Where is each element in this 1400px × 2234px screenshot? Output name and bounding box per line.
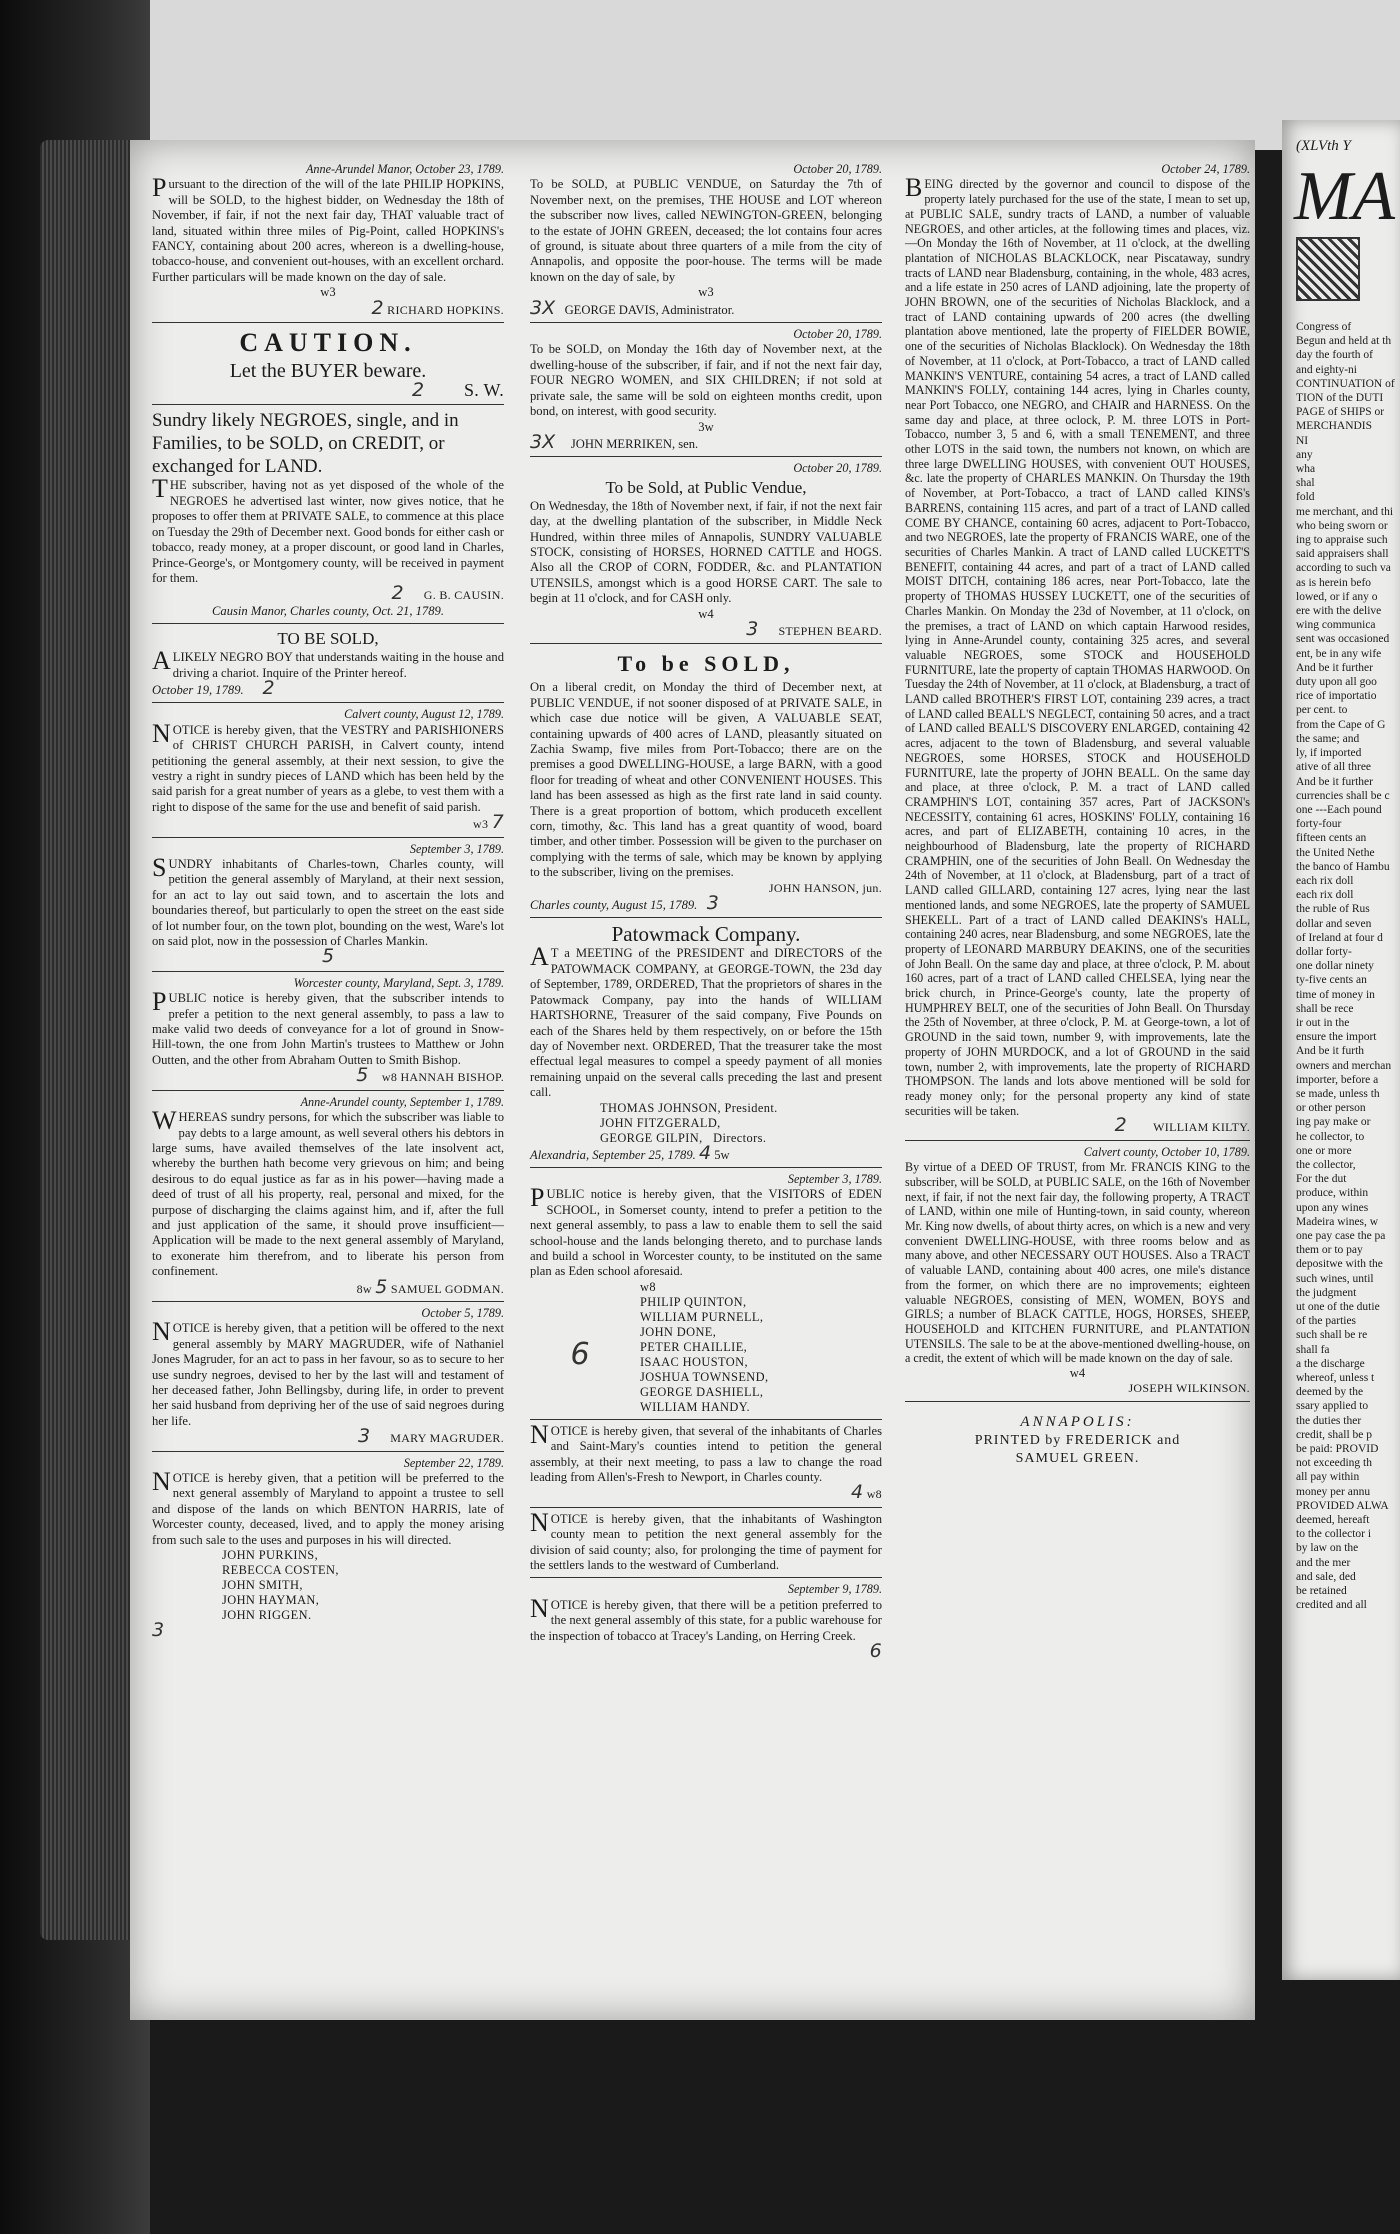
- facing-page-line: as is herein befo: [1296, 576, 1372, 589]
- column-3: [905, 162, 1250, 1468]
- ad-body: SUNDRY inhabitants of Charles-town, Charles county, will petition the general assembly of Maryland, at their next session, for an act to lay out said town, and to ascertain the lots and boundaries thereof, but particularly to open the street on the east side of lot number four, on the town plot, bounding on the west, Ware's lot on said plot, now in the possession of Charles Mankin.: [152, 853, 504, 949]
- facing-page-line: rice of importatio: [1296, 690, 1377, 703]
- ad-mark: w8: [640, 1279, 656, 1294]
- facing-page-line: sent was occasioned: [1296, 633, 1390, 646]
- facing-page-line: all pay within: [1296, 1471, 1360, 1484]
- facing-page-line: Begun and held at th: [1296, 335, 1392, 348]
- facing-page-line: one or more: [1296, 1144, 1352, 1157]
- facing-page-line: said appraisers shall: [1296, 548, 1389, 561]
- facing-page-line: currencies shall be c: [1296, 789, 1390, 802]
- signatory: JOHN DONE,: [640, 1324, 717, 1339]
- facing-page-line: ensure the import: [1296, 1031, 1377, 1044]
- handwritten-mark: 3: [358, 1425, 371, 1448]
- facing-page-line: to the collector i: [1296, 1528, 1372, 1541]
- signatory: PETER CHAILLIE,: [640, 1339, 748, 1354]
- facing-page-line: them or to pay: [1296, 1244, 1363, 1257]
- signatory: JOHN SMITH,: [222, 1578, 303, 1593]
- facing-page-line: importer, before a: [1296, 1073, 1379, 1086]
- imprint-printer-name: SAMUEL GREEN.: [1015, 1450, 1140, 1466]
- facing-page-line: ent, be in any wife: [1296, 647, 1382, 660]
- ad-title: Patowmack Company.: [611, 922, 801, 947]
- ad-footer: Alexandria, September 25, 1789.: [530, 1147, 696, 1162]
- facing-page-line: ing pay make or: [1296, 1116, 1371, 1129]
- ad-mark: 5w: [714, 1147, 730, 1162]
- ad-dateline: Calvert county, October 10, 1789.: [1083, 1144, 1250, 1159]
- facing-page-line: such wines, until: [1296, 1272, 1374, 1285]
- ad-eden-school: [530, 1172, 882, 1420]
- directors-label: Directors.: [713, 1130, 767, 1145]
- ad-wilkinson: [905, 1145, 1250, 1402]
- signatory: GEORGE DASHIELL,: [640, 1384, 764, 1399]
- ad-warehouse: [530, 1582, 882, 1665]
- ad-body: To be SOLD, on Monday the 16th day of November next, at the dwelling-house of the subscriber, if fair, and if not the next fair day, FOUR NEGRO WOMEN, and SIX CHILDREN; if not sold at private sale, the same will be sold on eighteen months credit, upon bond, on interest, with good security.: [530, 342, 882, 419]
- facing-page-text: [1296, 320, 1396, 1612]
- handwritten-mark: 6: [869, 1640, 882, 1663]
- facing-page-line: And be it further: [1296, 661, 1373, 674]
- handwritten-mark: 3: [706, 892, 719, 915]
- ad-dateline: September 9, 1789.: [787, 1582, 882, 1597]
- facing-page-line: the United Nethe: [1296, 846, 1375, 859]
- handwritten-mark: 2: [371, 296, 384, 319]
- facing-page-line: credit, shall be p: [1296, 1428, 1373, 1441]
- facing-page-line: shall fa: [1296, 1343, 1330, 1356]
- ad-allens-fresh: [530, 1419, 882, 1508]
- ad-signature: S. W.: [463, 380, 504, 401]
- ad-signature: HANNAH BISHOP.: [400, 1070, 504, 1085]
- signatory: JOHN HAYMAN,: [222, 1593, 320, 1608]
- facing-page-line: be paid: PROVID: [1296, 1443, 1379, 1456]
- handwritten-mark: 2: [1114, 1114, 1127, 1137]
- signatory-list: [600, 1101, 882, 1146]
- ad-body: NOTICE is hereby given, that a petition will be preferred to the next general assembly of Maryland to appoint a trustee to sell and dispose of the lands on which BENTON HARRIS, late of Worcester county, deceased, lived, and to apply the money arising from such sale to the uses and purposes in his will directed.: [152, 1467, 504, 1547]
- facing-page-line: time of money in: [1296, 988, 1375, 1001]
- imprint: [905, 1412, 1250, 1468]
- ad-body: NOTICE is hereby given, that the VESTRY and PARISHIONERS of CHRIST CHURCH PARISH, in Calvert county, intend petitioning the general assembly, at their next session, to give the vestry a right in sundry pieces of LAND which has been held by the said parish for a great number of years as a glebe, to vest them with a right to dispose of the same for the use and benefit of said parish.: [152, 718, 504, 814]
- facing-page-line: upon any wines: [1296, 1201, 1369, 1214]
- ad-merriken: [530, 327, 882, 457]
- facing-page-line: ty-five cents an: [1296, 974, 1367, 987]
- facing-page-line: be retained: [1296, 1585, 1347, 1598]
- signatory: PHILIP QUINTON,: [640, 1294, 747, 1309]
- facing-page-line: the collector,: [1296, 1158, 1356, 1171]
- facing-page-line: owners and merchan: [1296, 1059, 1392, 1072]
- ad-dateline: Anne-Arundel Manor, October 23, 1789.: [305, 162, 504, 176]
- ad-body: BEING directed by the governor and council to dispose of the property lately purchased for the use of the state, I mean to set up, at PUBLIC SALE, sundry tracts of LAND, a number of valuable NEGROES, and other articles, at the following times and places, viz.—On Monday the 16th of November, at 11 o'clock, at the dwelling plantation of NICHOLAS BLACKLOCK, near Piscataway, sundry tracts of LAND near Bladensburg, containing, in the whole, 483 acres, and a life estate in 250 acres of LAND adjoining, late the property of JOHN BROWN, one of the securities of Nicholas Blacklock, and a tract of LAND containing upwards of 200 acres (the dwelling plantation above mentioned, late the property of FIELDER BOWIE, one of the securities of Nicholas Blacklock). On Wednesday the 18th of November, at 11 o'clock, at Port-Tobacco, a tract of LAND called MANKIN'S VENTURE, containing 54 acres, a tract of LAND called MANKIN'S FOLLY, containing 144 acres, lying in Charles county, near Port Tobacco, one NEGRO, and CHAIR and HARNESS. On the same day and place, at three oclock, P. M. three LOTS in Port-Tobacco, number 3, 5 and 6, with a small TENEMENT, and three other LOTS in the said town, the numbers not known, on which are three large DWELLING HOUSES, with convenient OUT HOUSES, &c. late the property of CHARLES MANKIN. On Thursday the 19th of November, at Port-Tobacco, a tract of LAND called KINS's BARRENS, containing 115 acres, and part of a tract of LAND called COME BY CHANCE, containing 60 acres, adjacent to Port-Tobacco, and two NEGROES, late the property of FRANCIS WARE, one of the securities of Charles Mankin. A tract of LAND called LUCKETT'S BENEFIT, containing 44 acres, and part of a tract of LAND called MOIST DITCH, containing 186 acres, near Port-Tobacco, late the property of THOMAS HUSSEY LUCKETT, one of the securities of Charles Mankin. On Monday the 23d of November, at 11 o'clock, on the premises, a tract of LAND on which captain Harwood resides, lying in Anne-Arundel county, containing 325 acres, and several valuable NEGROES, some STOCK and HOUSEHOLD FURNITURE, late the property of captain THOMAS HARWOOD. On Tuesday the 24th of November, at 11 o'clock, at Bladensburg, a tract of LAND called BROTHER'S FIRST LOT, containing 239 acres, a tract of LAND called BEALL'S NEGLECT, containing 50 acres, and a tract of LAND called BEALL'S DISCOVERY ENLARGED, containing 42 acres, adjacent to the town of Bladensburg, and several valuable NEGROES, some HORSES, STOCK and HOUSEHOLD FURNITURE, late the property of JOHN BEALL. On the same day and place, at three o'clock, P. M. a tract of LAND called CRAMPHIN'S LOT, containing 357 acres, Part of JACKSON's NECESSITY, containing 61 acres, HOSKINS' FOLLY, containing 16 acres, and part of ELIZABETH, containing 10 acres, in the neighbourhood of Bladensburg, late the property of RICHARD CRAMPHIN, one of the securities of John Beall. On Wednesday the 24th of November, at 11 o'clock, at Bladensburg, part of a tract of LAND called GILLARD, containing 127 acres, lying near the last mentioned lands, and some NEGROES, late the property of SAMUEL SHEKELL. Part of a tract of LAND called DEAKINS's HALL, containing 240 acres, near Bladensburg, and some NEGROES, late the property of LEONARD MARBURY DEAKINS, one of the securities of John Beall. On the same day and place, at three o'clock, P. M. about 160 acres, part of a tract of LAND called CHELSEA, lying near the brick church, in Prince-George's county, late the property of HUMPHREY BELT, one of the securities of John Beall. On Thursday the 25th of November, at three o'clock, P. M. at George-town, a lot of GROUND in the said town, number 9, with improvements, late the property of JOHN MURDOCK, and a lot of GROUND in the said town, number 2, with improvements, late the property of RICHARD THOMPSON. The lands and lots above mentioned will be sold for ready money only; for the personal property any kind of state securities will be taken.: [905, 173, 1250, 1118]
- signatory: WILLIAM HANDY.: [640, 1399, 750, 1414]
- signatory: JOHN FITZGERALD,: [600, 1115, 721, 1130]
- signatory: GEORGE GILPIN,: [600, 1130, 703, 1145]
- handwritten-mark: 3X: [530, 296, 556, 319]
- ad-davis: [530, 162, 882, 323]
- facing-page-header: (XLVth Y: [1296, 138, 1351, 154]
- ad-title: CAUTION.: [239, 328, 417, 358]
- imprint-city: ANNAPOLIS:: [1020, 1413, 1135, 1430]
- ad-dateline: September 3, 1789.: [409, 841, 504, 856]
- ad-dateline: October 24, 1789.: [1161, 162, 1250, 176]
- facing-page-line: Congress of: [1296, 321, 1352, 333]
- ad-body: Pursuant to the direction of the will of the late PHILIP HOPKINS, will be SOLD, to the highest bidder, on Wednesday the 18th of November, if fair, if not the next fair day, THAT valuable tract of land, situated within three miles of Pig-Point, called HOPKINS's FANCY, containing about 200 acres, whereon is a dwelling-house, tobacco-house, and convenient out-houses, with an excellent orchard. Further particulars will be made known on the day of sale.: [152, 173, 504, 284]
- facing-page-line: the same; and: [1296, 732, 1360, 745]
- ad-mark: 3w: [698, 419, 714, 434]
- ad-dateline: Anne-Arundel county, September 1, 1789.: [300, 1094, 504, 1109]
- ad-dateline: September 22, 1789.: [403, 1455, 504, 1470]
- facing-page-line: from the Cape of G: [1296, 718, 1386, 731]
- ad-body: WHEREAS sundry persons, for which the subscriber was liable to pay debts to a large amount, as well several others his debtors in large sums, have availed themselves of the late insolvent act, whereby the burthen hath become very grievous on him; and being desirous to do equal justice as far as in his power—having made a deed of trust of all his property, real, personal and mixed, for the purpose of discharging the claims against him, and if, after the full and just application of the same, it should prove insufficient—Application will be made to the next general assembly of Maryland, to exonerate him therefrom, and to liberate his person from confinement.: [152, 1106, 504, 1279]
- ad-body: PUBLIC notice is hereby given, that the subscriber intends to prefer a petition to the next general assembly, to pass a law to make valid two deeds of conveyance for a lot of ground in Snow-Hill-town, the one from John Martin's trustees to Matthew or John Outten, and the other from Abraham Outten to Smith Bishop.: [152, 987, 504, 1067]
- signatory-list: [222, 1548, 504, 1623]
- facing-page-line: whereof, unless t: [1296, 1372, 1375, 1385]
- facing-page-line: And be it furth: [1296, 1045, 1365, 1058]
- ad-signature: MARY MAGRUDER.: [390, 1431, 504, 1446]
- facing-page-line: and eighty-ni: [1296, 363, 1357, 376]
- ad-mark: w8: [381, 1070, 398, 1085]
- facing-page-line: the banco of Hambu: [1296, 860, 1390, 873]
- facing-page-line: the duties ther: [1296, 1414, 1362, 1427]
- facing-page-line: of the parties: [1296, 1315, 1357, 1328]
- facing-page-line: duty upon all goo: [1296, 676, 1377, 689]
- facing-page-line: CONTINUATION of: [1296, 377, 1395, 390]
- ad-title: To be Sold, at Public Vendue,: [605, 477, 807, 497]
- facing-page-line: shall be rece: [1296, 1002, 1354, 1015]
- handwritten-mark: 7: [491, 811, 504, 834]
- ad-causin: [152, 409, 504, 624]
- signatory: REBECCA COSTEN,: [222, 1563, 339, 1578]
- ad-vestry: [152, 707, 504, 837]
- ad-harris: [152, 1456, 504, 1645]
- handwritten-mark: 5: [321, 945, 335, 968]
- facing-page: [1282, 120, 1400, 1980]
- handwritten-mark: 3: [746, 617, 759, 640]
- facing-page-line: money per annu: [1296, 1485, 1371, 1498]
- ad-signature: SAMUEL GODMAN.: [390, 1281, 504, 1296]
- facing-page-line: PROVIDED ALWA: [1296, 1499, 1389, 1512]
- facing-page-line: NI: [1296, 434, 1309, 447]
- facing-page-line: day the fourth of: [1296, 349, 1373, 362]
- ad-bishop: [152, 976, 504, 1091]
- ad-washington-county: [530, 1507, 882, 1579]
- facing-page-line: the judgment: [1296, 1286, 1357, 1299]
- facing-page-line: such shall be re: [1296, 1329, 1368, 1342]
- ad-body: ALIKELY NEGRO BOY that understands waiting in the house and driving a chariot. Inquire of the Printer hereof.: [152, 646, 504, 680]
- ad-caution: [152, 327, 504, 405]
- ad-dateline: Worcester county, Maryland, Sept. 3, 1789.: [293, 975, 504, 990]
- handwritten-mark: 3: [152, 1619, 165, 1642]
- ad-dateline: Calvert county, August 12, 1789.: [344, 707, 504, 722]
- facing-page-line: depositwe with the: [1296, 1258, 1383, 1271]
- ad-footer: Charles county, August 15, 1789.: [530, 898, 698, 913]
- facing-page-line: wing communica: [1296, 619, 1376, 632]
- column-2: [530, 162, 882, 1669]
- ad-body: AT a MEETING of the PRESIDENT and DIRECTORS of the PATOWMACK COMPANY, at GEORGE-TOWN, the 23d day of September, 1789, ORDERED, That the proprietors of shares in the Patowmack Company, pay into the hands of WILLIAM HARTSHORNE, Treasurer of the said company, Five Pounds on each of the Shares held by them respectively, on or before the 15th day of November next. ORDERED, That the treasurer take the most effectual legal measures to compel a speedy payment of all monies remaining unpaid on the several calls preceding the last and present call.: [530, 942, 882, 1100]
- facing-page-line: se made, unless th: [1296, 1087, 1380, 1100]
- signatory: JOSHUA TOWNSEND,: [640, 1369, 769, 1384]
- ad-signature: WILLIAM KILTY.: [1153, 1120, 1250, 1135]
- facing-page-line: ative of all three: [1296, 761, 1372, 774]
- facing-page-line: dollar forty-: [1296, 945, 1352, 958]
- facing-page-line: according to such va: [1296, 562, 1391, 575]
- facing-page-line: dollar and seven: [1296, 917, 1372, 930]
- facing-page-line: or other person: [1296, 1102, 1366, 1115]
- ad-signature: GEORGE DAVIS, Administrator.: [564, 302, 735, 317]
- ad-godman: [152, 1095, 504, 1302]
- facing-page-line: any: [1296, 448, 1313, 461]
- ad-kilty: [905, 162, 1250, 1141]
- facing-page-masthead: MA: [1294, 158, 1396, 235]
- facing-page-line: For the dut: [1296, 1173, 1347, 1186]
- facing-page-line: ly, if imported: [1296, 747, 1362, 760]
- signatory: JOHN RIGGEN.: [222, 1608, 312, 1623]
- ad-body: On a liberal credit, on Monday the third of December next, at PUBLIC VENDUE, if not sooner disposed of at PRIVATE SALE, in which case due notice will be given, A VALUABLE SEAT, containing upwards of 400 acres of LAND, pleasantly situated on Zachia Swamp, five miles from Port-Tobacco; there are on the premises a good DWELLING-HOUSE, a large BARN, with a good floor for treading of wheat and other CONVENIENT HOUSES. This land has been assessed as high as the first rate land in said county. There is a great proportion of bottom, which produceth excellent corn, timothy, &c. This land has a great quantity of wood, board timber, and other timber. Possession will be given to the purchaser on complying with the terms of sale, which may be known by applying to the subscriber, living on the premises.: [530, 680, 882, 880]
- handwritten-mark: 2: [411, 379, 425, 402]
- ad-body: By virtue of a DEED OF TRUST, from Mr. FRANCIS KING to the subscriber, will be SOLD, at PUBLIC SALE, on the 16th of November next, if fair, if not the next fair day, the following property, A TRACT of LAND, within one mile of Hunting-town, in said county, whereon Mr. King now dwells, of about thirty acres, on which is a new and very convenient DWELLING-HOUSE, with three rooms below and as many above, and other NECESSARY OUT HOUSES. Also a TRACT of valuable LAND, containing about 400 acres, one mile's distance from the former, on which there are no improvements; eighteen valuable NEGROES, consisting of MEN, WOMEN, BOYS and GIRLS; a number of BLACK CATTLE, HOGS, HORSES, SHEEP, HOUSEHOLD and KITCHEN FURNITURE, and PLANTATION UTENSILS. The sale to be at the above-mentioned dwelling-house, on a credit, the extent of which will be made known on the day of sale.: [905, 1160, 1250, 1366]
- handwritten-mark: 6: [570, 1337, 590, 1373]
- newspaper-page: [130, 140, 1255, 2020]
- ad-body: NOTICE is hereby given, that the inhabitants of Washington county mean to petition the next general assembly for the division of said county; also, for prolonging the time of payment for the settlers lands to the westward of Cumberland.: [530, 1507, 882, 1573]
- facing-page-line: fold: [1296, 491, 1315, 504]
- signatory: ISAAC HOUSTON,: [640, 1354, 748, 1369]
- ad-signature: STEPHEN BEARD.: [778, 623, 882, 638]
- book-page-edges: [40, 140, 140, 1940]
- handwritten-mark: 5: [375, 1275, 388, 1298]
- signatory-list: [640, 1295, 768, 1415]
- ad-title: To be SOLD,: [617, 651, 795, 677]
- ad-dateline: October 20, 1789.: [793, 461, 882, 476]
- scanner-bed-top: [0, 0, 1400, 150]
- ad-body: PUBLIC notice is hereby given, that the VISITORS of EDEN SCHOOL, in Somerset county, intend to prefer a petition to the next general assembly, to pass a law to enable them to sell the said school-house and the lands belonging thereto, and to purchase lands and build a school in Worcester county, to be instituted on the same plan as Eden school aforesaid.: [530, 1183, 882, 1279]
- ad-mark: w3: [473, 817, 489, 832]
- handwritten-mark: 2: [391, 582, 404, 605]
- ad-signature: JOHN MERRIKEN, sen.: [570, 436, 699, 451]
- facing-page-line: and the mer: [1296, 1556, 1351, 1569]
- column-1: [152, 162, 504, 1648]
- handwritten-mark: 4: [698, 1141, 712, 1164]
- facing-page-line: each rix doll: [1296, 889, 1354, 902]
- ad-mark: w3: [320, 285, 336, 300]
- facing-page-line: And be it further: [1296, 775, 1373, 788]
- facing-page-line: TION of the DUTI: [1296, 392, 1384, 405]
- facing-page-line: per cent. to: [1296, 704, 1348, 717]
- facing-page-line: ere with the delive: [1296, 605, 1382, 618]
- ad-body: NOTICE is hereby given, that a petition will be offered to the next general assembly by MARY MAGRUDER, wife of Nathaniel Jones Magruder, for an act to pass in her favour, so as to secure to her use sundry negroes, devised to her by the last will and testament of her deceased father, John Bellingsby, during life, in order to prevent her said husband from depriving her of the use of said negroes during her life.: [152, 1317, 504, 1428]
- ad-dateline: September 3, 1789.: [787, 1171, 882, 1186]
- ad-mark: w4: [1069, 1366, 1086, 1381]
- ad-body: On Wednesday, the 18th of November next, if fair, if not the next fair day, at the dwelling plantation of the subscriber, in Middle Neck Hundred, within three miles of Annapolis, SUNDRY VALUABLE STOCK, consisting of HORSES, HORNED CATTLE and HOGS. Also all the CROP of CORN, FODDER, &c. and PLANTATION UTENSILS, amongst which is a good HORSE CART. The sale to begin at 11 o'clock, and for CASH only.: [530, 498, 882, 606]
- signatory: WILLIAM PURNELL,: [640, 1309, 764, 1324]
- facing-page-line: fifteen cents an: [1296, 832, 1367, 845]
- ad-patowmack: [530, 922, 882, 1167]
- ad-mark: w8: [866, 1487, 882, 1502]
- facing-page-line: ssary applied to: [1296, 1400, 1369, 1413]
- facing-page-line: and sale, ded: [1296, 1570, 1356, 1583]
- facing-page-line: not exceeding th: [1296, 1457, 1373, 1470]
- facing-page-line: deemed, hereaft: [1296, 1514, 1370, 1527]
- facing-page-line: a the discharge: [1296, 1357, 1365, 1370]
- facing-page-line: credited and all: [1296, 1599, 1367, 1612]
- facing-page-line: by law on the: [1296, 1542, 1359, 1555]
- ad-signature: JOHN HANSON, jun.: [768, 880, 882, 895]
- facing-page-line: produce, within: [1296, 1187, 1369, 1200]
- facing-page-line: Madeira wines, w: [1296, 1215, 1379, 1228]
- ad-signature: G. B. CAUSIN.: [423, 588, 504, 603]
- facing-page-line: ing to appraise such: [1296, 534, 1388, 547]
- ad-charles-town: [152, 842, 504, 972]
- facing-page-line: of Ireland at four d: [1296, 931, 1383, 944]
- ad-signature: JOSEPH WILKINSON.: [1128, 1381, 1250, 1396]
- ad-subtitle: Let the BUYER beware.: [229, 360, 427, 383]
- handwritten-mark: 2: [262, 676, 275, 699]
- ad-magruder: [152, 1306, 504, 1452]
- facing-page-line: PAGE of SHIPS or: [1296, 406, 1385, 419]
- signatory: JOHN PURKINS,: [222, 1548, 319, 1563]
- facing-page-line: the ruble of Rus: [1296, 903, 1370, 916]
- ad-title: TO BE SOLD,: [277, 629, 379, 649]
- facing-page-line: one dollar ninety: [1296, 960, 1374, 973]
- facing-page-line: forty-four: [1296, 818, 1342, 831]
- facing-page-line: me merchant, and thi: [1296, 505, 1394, 518]
- ad-dateline: October 20, 1789.: [793, 327, 882, 342]
- ad-headline: Sundry likely NEGROES, single, and in Families, to be SOLD, on CREDIT, or exchanged for LAND.: [152, 410, 459, 478]
- ad-body: NOTICE is hereby given, that there will be a petition preferred to the next general assembly of this state, for a public warehouse for the inspection of tobacco at Tracey's Landing, on Herring Creek.: [530, 1593, 882, 1643]
- facing-page-line: wha: [1296, 463, 1316, 476]
- ad-signature: RICHARD HOPKINS.: [387, 302, 504, 317]
- ad-mark: w4: [698, 606, 714, 621]
- ad-footer: Causin Manor, Charles county, Oct. 21, 1789.: [212, 603, 444, 618]
- facing-page-line: MERCHANDIS: [1296, 420, 1373, 433]
- facing-page-line: each rix doll: [1296, 874, 1354, 887]
- ad-hanson: [530, 648, 882, 918]
- handwritten-mark: 4: [851, 1481, 864, 1504]
- facing-page-line: lowed, or if any o: [1296, 590, 1378, 603]
- ad-mark: w3: [698, 285, 714, 300]
- ad-negro-boy: [152, 628, 504, 703]
- handwritten-mark: 3X: [530, 430, 556, 453]
- ad-body: THE subscriber, having not as yet disposed of the whole of the NEGROES he advertised last winter, now gives notice, that he proposes to offer them at PRIVATE SALE, to commence at this place on Tuesday the 29th of December next. Good bonds for either cash or tobacco, ready money, at a proper discount, or good land in Charles, Prince-George's, or Montgomery county, will be received in payment for them.: [152, 474, 504, 585]
- decorative-initial-icon: [1296, 237, 1360, 301]
- ad-dateline: October 5, 1789.: [421, 1305, 504, 1320]
- ad-footer: October 19, 1789.: [152, 682, 244, 697]
- facing-page-line: shal: [1296, 477, 1315, 490]
- facing-page-line: who being sworn or: [1296, 519, 1388, 532]
- ad-dateline: October 20, 1789.: [793, 162, 882, 176]
- signatory: THOMAS JOHNSON, President.: [600, 1100, 778, 1115]
- facing-page-line: ir out in the: [1296, 1016, 1350, 1029]
- ad-body: To be SOLD, at PUBLIC VENDUE, on Saturday the 7th of November next, on the premises, THE HOUSE and LOT whereon the subscriber now lives, called NEWINGTON-GREEN, belonging to the estate of JOHN GREEN, deceased; the lot contains four acres of ground, is situate about three quarters of a mile from the city of Annapolis, and opposite the poor-house. The terms will be made known on the day of sale, by: [530, 177, 882, 284]
- facing-page-line: one pay case the pa: [1296, 1230, 1386, 1242]
- ad-hopkins: [152, 162, 504, 323]
- ad-body: NOTICE is hereby given, that several of the inhabitants of Charles and Saint-Mary's counties intend to petition the general assembly, at their next meeting, to pass a law to change the road leading from Allen's-Fresh to Newport, in Charles county.: [530, 1419, 882, 1484]
- handwritten-mark: 5: [356, 1064, 369, 1087]
- facing-page-line: deemed by the: [1296, 1386, 1364, 1399]
- facing-page-line: ut one of the dutie: [1296, 1301, 1380, 1314]
- facing-page-line: he collector, to: [1296, 1130, 1365, 1143]
- imprint-printer: PRINTED by FREDERICK and: [974, 1432, 1181, 1448]
- facing-page-line: one ---Each pound: [1296, 803, 1382, 816]
- ad-mark: 8w: [356, 1281, 372, 1296]
- ad-beard: [530, 461, 882, 644]
